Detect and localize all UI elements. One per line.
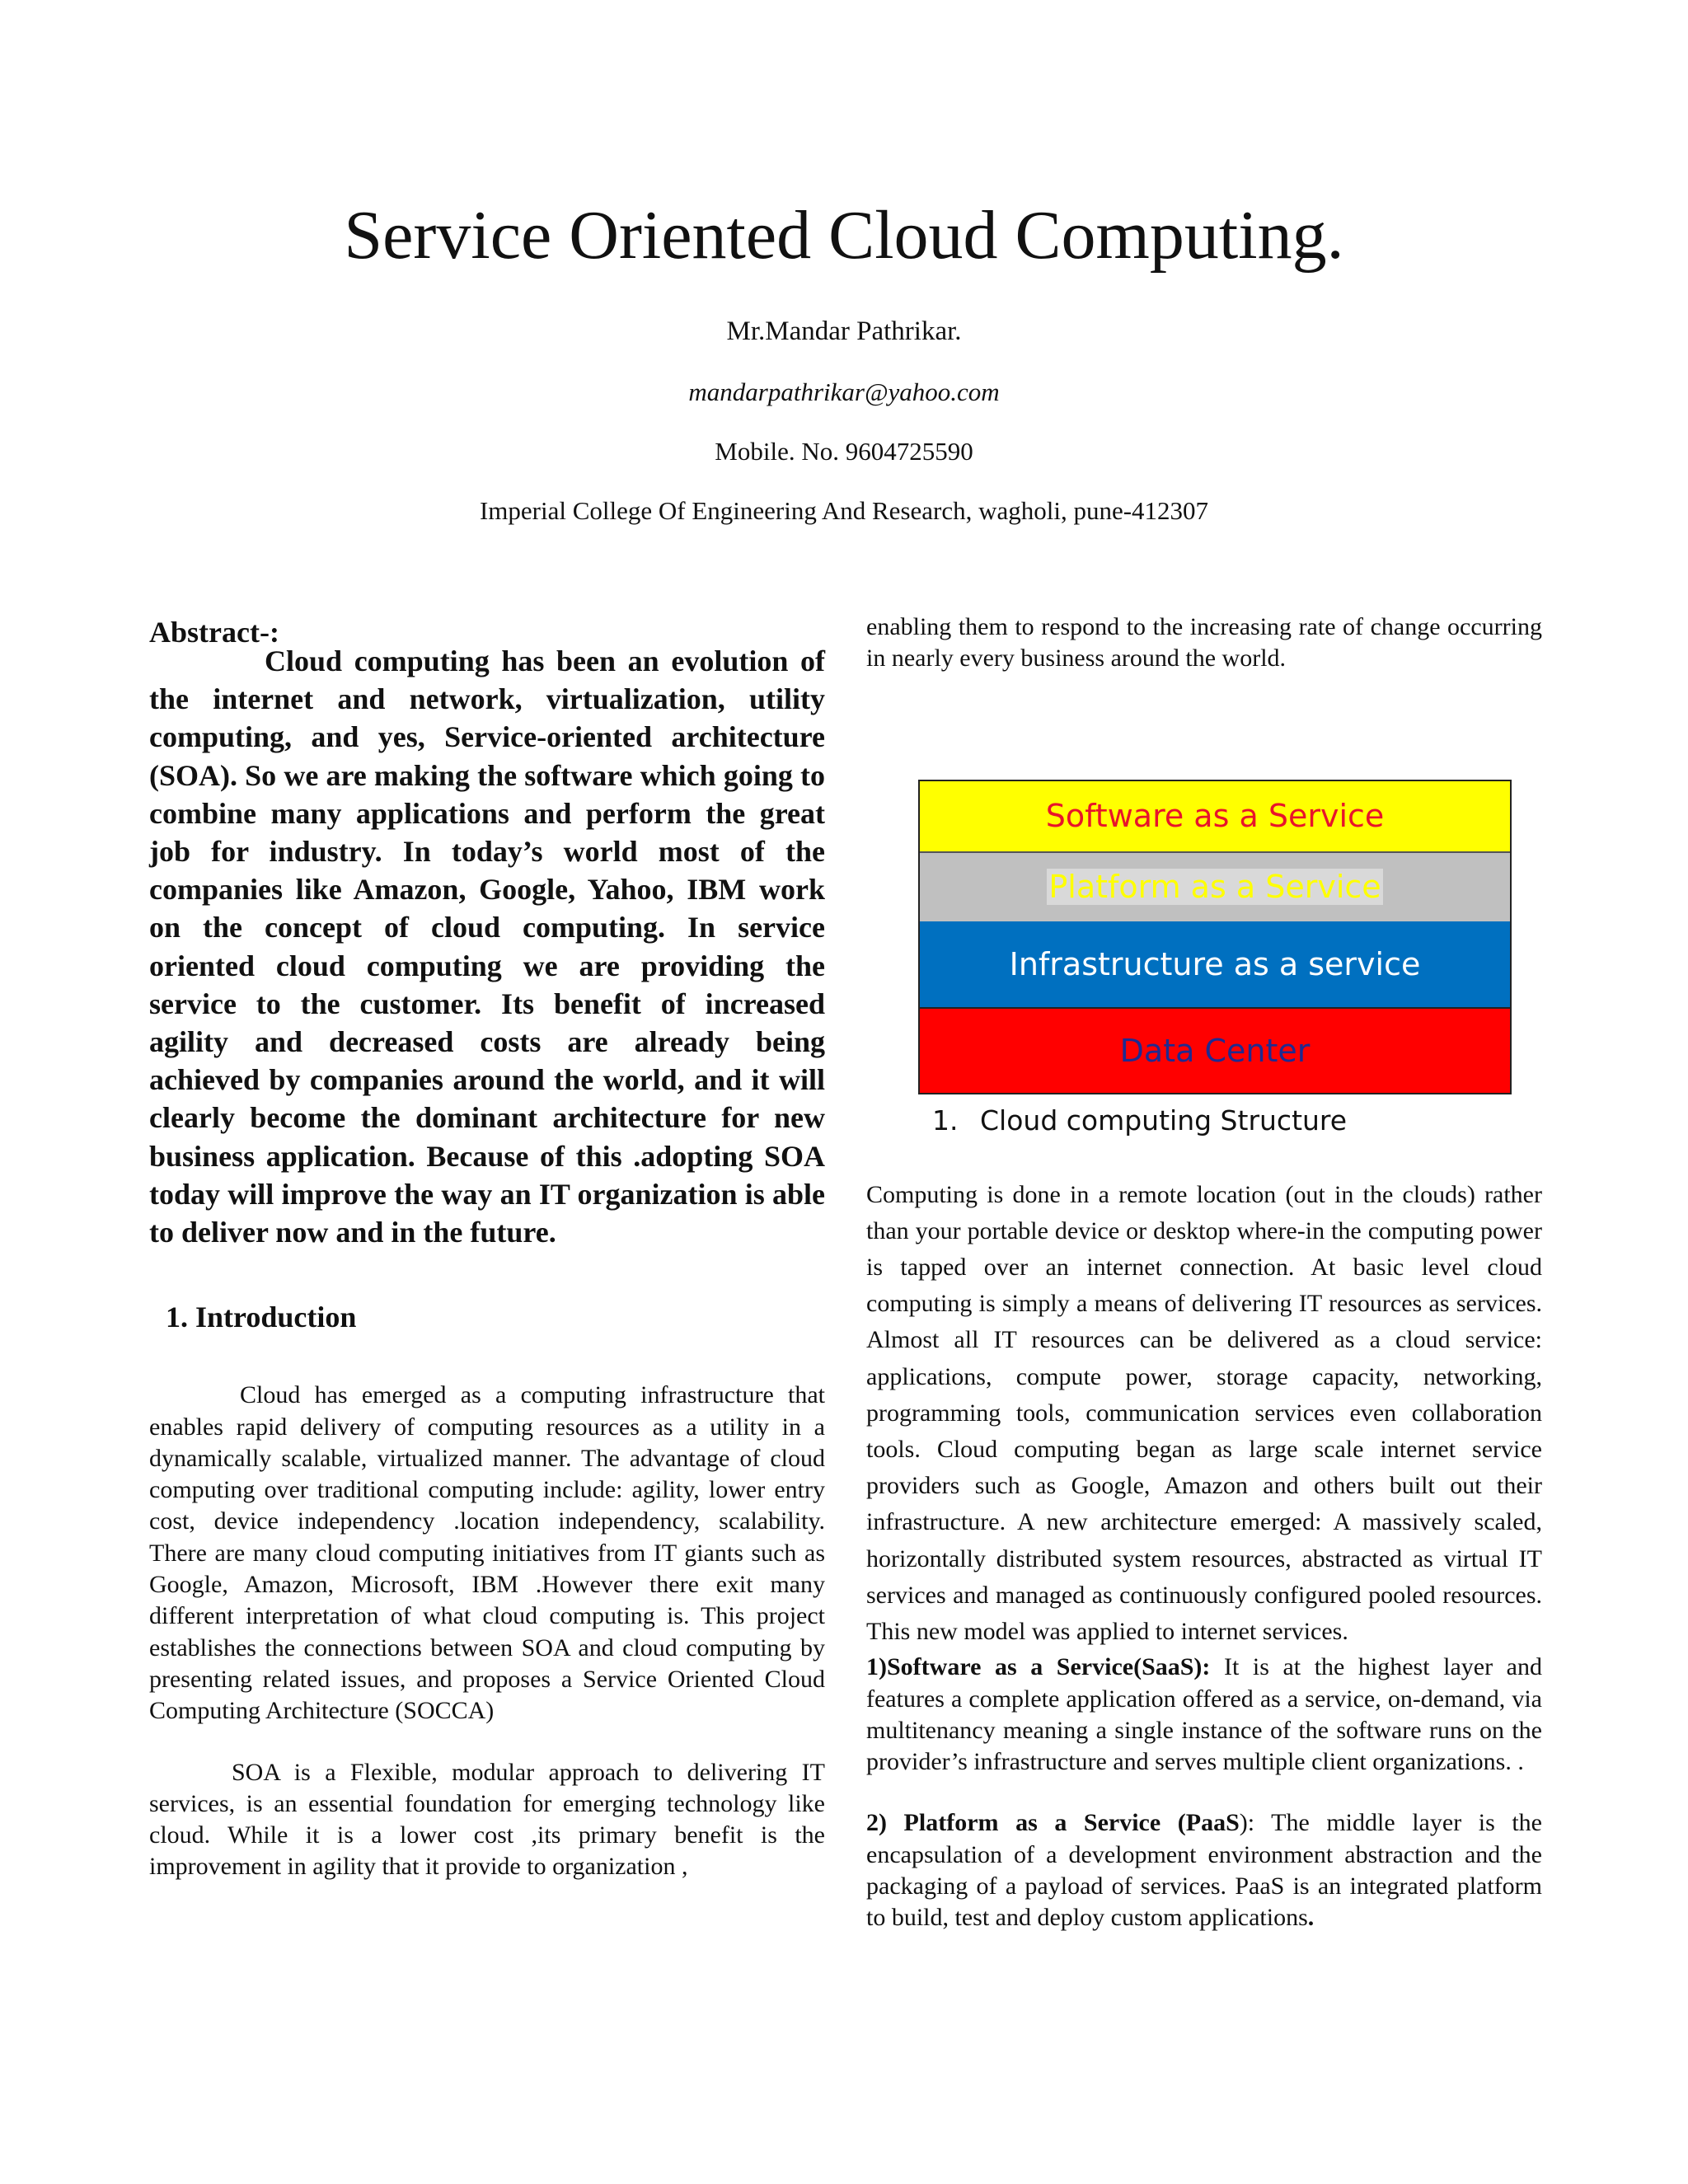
abstract-heading: Abstract-: — [149, 616, 279, 649]
figure-number: 1. — [932, 1104, 959, 1137]
author-mobile: Mobile. No. 9604725590 — [715, 437, 973, 466]
author-affiliation: Imperial College Of Engineering And Research, wagholi, pune-412307 — [479, 496, 1209, 525]
layer-data-center: Data Center — [920, 1009, 1510, 1093]
paas-label: 2) Platform as a Service (PaaS — [866, 1809, 1240, 1837]
layer-paas-label: Platform as a Service — [1048, 869, 1381, 906]
introduction-paragraph-2: SOA is a Flexible, modular approach to delivering IT services, is an essential foundation for emerging technology like cloud. While it is a lower cost ,its primary benefit is the improvement in agility that it provide to organization , — [149, 1758, 825, 1881]
right-column — [866, 612, 1542, 1934]
layer-iaas: Infrastructure as a service — [920, 921, 1510, 1009]
introduction-paragraph-1: Cloud has emerged as a computing infrastructure that enables rapid delivery of computing resources as a utility in a dynamically scalable, virtualized manner. The advantage of cloud computing over traditional computing include: agility, lower entry cost, device independency .location independency, scalability. There are many cloud computing initiatives from IT giants such as Google, Amazon, Microsoft, IBM .However there exit many different interpretation of what cloud computing is. This project establishes the connections between SOA and cloud computing by presenting related issues, and proposes a Service Oriented Cloud Computing Architecture (SOCCA) — [149, 1381, 825, 1725]
paper-title: Service Oriented Cloud Computing. — [344, 197, 1344, 274]
figure-caption — [932, 1104, 1542, 1137]
abstract-body: Cloud computing has been an evolution of the internet and network, virtualization, utility computing, and yes, Service-oriented architecture (SOA). So we are making the software which going to combine many applications and perform the great job for industry. In today’s world most of the companies like Amazon, Google, Yahoo, IBM work on the concept of cloud computing. In service oriented cloud computing we are providing the service to the customer. Its benefit of increased agility and decreased costs are already being achieved by companies around the world, and it will clearly become the dominant architecture for new business application. Because of this .adopting SOA today will improve the way an IT organization is able to deliver now and in the future. — [149, 644, 825, 1249]
saas-text: It is at the highest layer and features a complete application offered as a service, on-demand, via multitenancy meaning a single instance of the software runs on the provider’s infrastructure and serves multiple client organizations. . — [866, 1653, 1542, 1776]
layer-paas — [920, 853, 1510, 921]
continuation-paragraph: enabling them to respond to the increasing rate of change occurring in nearly every business around the world. — [866, 613, 1542, 673]
saas-label: 1)Software as a Service(SaaS): — [866, 1653, 1211, 1681]
computing-paragraph: Computing is done in a remote location (out in the clouds) rather than your portable device or desktop where-in the computing power is tapped over an internet connection. At basic level cloud computing is simply a means of delivering IT resources as services. Almost all IT resources can be delivered as a cloud service: applications, compute power, storage capacity, networking, programming tools, communication services even collaboration tools. Cloud computing began as large scale internet service providers such as Google, Amazon and others built out their infrastructure. A new architecture emerged: A massively scaled, horizontally distributed system resources, abstracted as virtual IT services and managed as continuously configured pooled resources. This new model was applied to internet services. — [866, 1180, 1542, 1646]
paas-text: ): The middle layer is the encapsulation of a development environment abstraction and the packaging of a payload of services. PaaS is an integrated platform to build, test and deploy custom applications — [866, 1809, 1542, 1932]
paas-paragraph — [866, 1807, 1542, 1933]
layer-saas: Software as a Service — [920, 781, 1510, 853]
author-email: mandarpathrikar@yahoo.com — [688, 377, 1000, 406]
introduction-heading: 1. Introduction — [166, 1301, 357, 1334]
saas-paragraph — [866, 1652, 1542, 1778]
figure-caption-text: Cloud computing Structure — [980, 1104, 1348, 1137]
author-name: Mr.Mandar Pathrikar. — [726, 316, 962, 346]
left-column — [149, 614, 825, 1883]
paas-end: . — [1307, 1904, 1315, 1932]
cloud-structure-diagram — [918, 780, 1512, 1094]
